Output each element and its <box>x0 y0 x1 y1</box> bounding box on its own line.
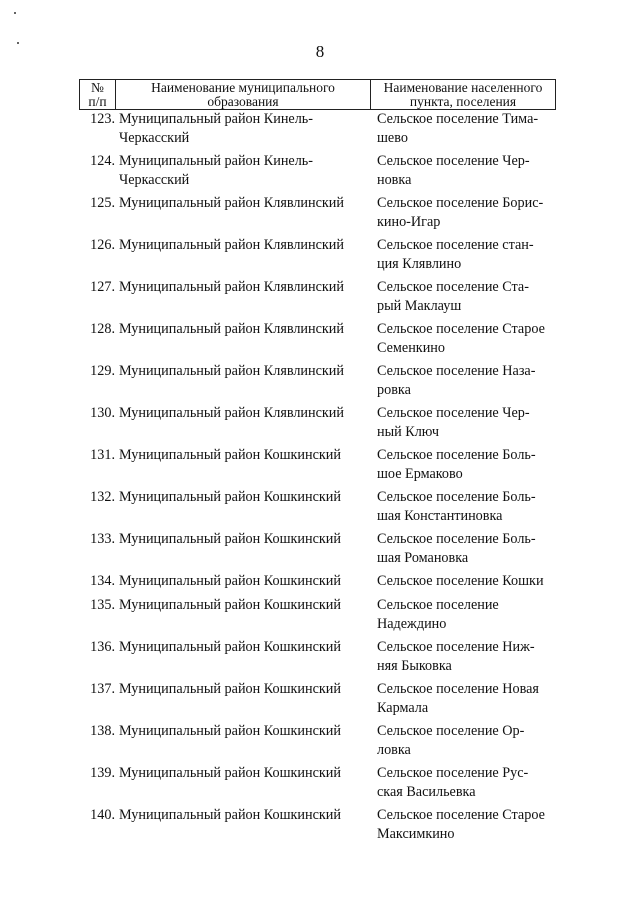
settlement-name: Сельское поселение Новая Кармала <box>377 681 539 716</box>
row-number: 140. <box>90 807 115 823</box>
municipality-name: Муниципальный район Кошкинский <box>119 681 341 697</box>
settlement-name: Сельское поселение Ниж- няя Быковка <box>377 639 535 674</box>
table-row <box>79 152 556 194</box>
row-number: 133. <box>90 531 115 547</box>
municipality-name: Муниципальный район Кошкинский <box>119 807 341 823</box>
table-row <box>79 404 556 446</box>
municipality-name: Муниципальный район Кошкинский <box>119 489 341 505</box>
table-row <box>79 110 556 152</box>
settlement-name: Сельское поселение Старое Семенкино <box>377 321 545 356</box>
row-number: 136. <box>90 639 115 655</box>
row-number: 132. <box>90 489 115 505</box>
table-row <box>79 530 556 572</box>
header-settlement: Наименование населенного пункта, поселения <box>383 80 543 109</box>
settlement-name: Сельское поселение Боль- шая Романовка <box>377 531 536 566</box>
table-row <box>79 806 556 848</box>
row-number: 127. <box>90 279 115 295</box>
row-number: 129. <box>90 363 115 379</box>
settlement-name: Сельское поселение Боль- шая Константиновка <box>377 489 536 524</box>
municipality-name: Муниципальный район Кошкинский <box>119 597 341 613</box>
row-number: 134. <box>90 573 115 589</box>
municipality-name: Муниципальный район Кинель- Черкасский <box>119 111 313 146</box>
table-row <box>79 572 556 596</box>
settlement-name: Сельское поселение Старое Максимкино <box>377 807 545 842</box>
settlement-name: Сельское поселение Кошки <box>377 573 544 589</box>
municipality-name: Муниципальный район Клявлинский <box>119 195 344 211</box>
table-row <box>79 596 556 638</box>
settlement-name: Сельское поселение Тима- шево <box>377 111 539 146</box>
scan-speck <box>14 12 16 14</box>
table-body <box>79 110 556 848</box>
header-municipality: Наименование муниципального образования <box>116 80 371 109</box>
row-number: 128. <box>90 321 115 337</box>
municipality-name: Муниципальный район Кошкинский <box>119 765 341 781</box>
settlement-name: Сельское поселение Боль- шое Ермаково <box>377 447 536 482</box>
municipality-name: Муниципальный район Клявлинский <box>119 321 344 337</box>
table-row <box>79 488 556 530</box>
municipality-name: Муниципальный район Клявлинский <box>119 363 344 379</box>
row-number: 126. <box>90 237 115 253</box>
header-number: № п/п <box>80 80 116 109</box>
table-row <box>79 638 556 680</box>
row-number: 138. <box>90 723 115 739</box>
settlement-name: Сельское поселение Надеждино <box>377 597 499 632</box>
table-row <box>79 194 556 236</box>
municipality-name: Муниципальный район Клявлинский <box>119 237 344 253</box>
settlement-name: Сельское поселение Борис- кино-Игар <box>377 195 544 230</box>
row-number: 131. <box>90 447 115 463</box>
table-row <box>79 278 556 320</box>
table-header <box>79 79 556 110</box>
row-number: 125. <box>90 195 115 211</box>
settlement-name: Сельское поселение Рус- ская Васильевка <box>377 765 529 800</box>
municipality-name: Муниципальный район Клявлинский <box>119 279 344 295</box>
table-row <box>79 764 556 806</box>
row-number: 123. <box>90 111 115 127</box>
settlement-name: Сельское поселение Наза- ровка <box>377 363 536 398</box>
municipality-name: Муниципальный район Кошкинский <box>119 723 341 739</box>
table-row <box>79 362 556 404</box>
municipality-name: Муниципальный район Кинель- Черкасский <box>119 153 313 188</box>
settlement-name: Сельское поселение Ор- ловка <box>377 723 525 758</box>
settlements-table <box>79 79 556 848</box>
settlement-name: Сельское поселение Чер- ный Ключ <box>377 405 530 440</box>
row-number: 130. <box>90 405 115 421</box>
settlement-name: Сельское поселение Ста- рый Маклауш <box>377 279 529 314</box>
settlement-name: Сельское поселение стан- ция Клявлино <box>377 237 534 272</box>
table-row <box>79 446 556 488</box>
municipality-name: Муниципальный район Кошкинский <box>119 573 341 589</box>
row-number: 137. <box>90 681 115 697</box>
table-row <box>79 680 556 722</box>
table-row <box>79 722 556 764</box>
municipality-name: Муниципальный район Кошкинский <box>119 447 341 463</box>
row-number: 124. <box>90 153 115 169</box>
row-number: 139. <box>90 765 115 781</box>
municipality-name: Муниципальный район Кошкинский <box>119 639 341 655</box>
row-number: 135. <box>90 597 115 613</box>
page-number: 8 <box>315 42 325 61</box>
municipality-name: Муниципальный район Кошкинский <box>119 531 341 547</box>
settlement-name: Сельское поселение Чер- новка <box>377 153 530 188</box>
municipality-name: Муниципальный район Клявлинский <box>119 405 344 421</box>
table-row <box>79 236 556 278</box>
table-row <box>79 320 556 362</box>
